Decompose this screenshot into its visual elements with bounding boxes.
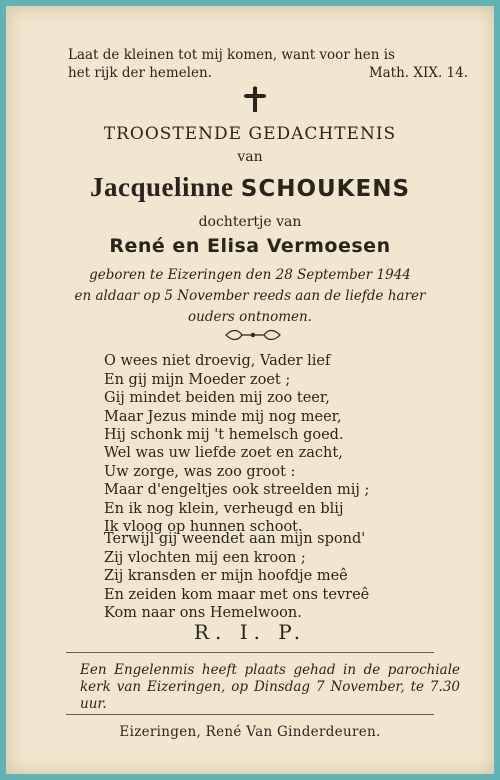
poem-line: Maar d'engeltjes ook streelden mij ;: [104, 482, 370, 498]
rip-text: R. I. P.: [193, 620, 307, 644]
relation-label: dochtertje van: [198, 214, 302, 230]
van-label: van: [237, 149, 263, 165]
printer-credit: Eizeringen, René Van Ginderdeuren.: [119, 724, 381, 740]
divider-top: [66, 652, 434, 653]
poem-line: Kom naar ons Hemelwoon.: [104, 605, 302, 621]
poem-line: Ik vloog op hunnen schoot.: [104, 519, 303, 535]
poem-line: Zij vlochten mij een kroon ;: [104, 549, 306, 566]
card-title: TROOSTENDE GEDACHTENIS: [103, 124, 397, 144]
poem-line: O wees niet droevig, Vader lief: [104, 353, 331, 369]
poem-line: Zij kransden er mijn hoofdje meê: [104, 568, 348, 584]
bible-quote: [68, 46, 468, 82]
poem-line: Hij schonk mij 't hemelsch goed.: [104, 427, 344, 443]
poem-line: Maar Jezus minde mij nog meer,: [104, 408, 342, 425]
divider-bottom: [66, 714, 434, 715]
memorial-card: [6, 6, 494, 774]
bible-quote-line1: Laat de kleinen tot mij komen, want voor hen is: [68, 47, 395, 63]
first-name: Jacquelinne: [89, 172, 234, 202]
birth-line3: ouders ontnomen.: [188, 309, 312, 325]
poem-line: Gij mindet beiden mij zoo teer,: [104, 390, 330, 406]
deceased-name: [6, 172, 494, 203]
poem-line: En zeiden kom maar met ons tevreê: [104, 586, 370, 603]
poem-line: Terwijl gij weendet aan mijn spond': [104, 531, 366, 547]
poem-stanza-3: [104, 530, 369, 623]
birth-line2: en aldaar op 5 November reeds aan de liefde harer: [74, 288, 426, 304]
mass-notice: Een Engelenmis heeft plaats gehad in de parochiale kerk van Eizeringen, op Dinsdag 7 November, te 7.30 uur.: [80, 662, 460, 712]
poem-line: En gij mijn Moeder zoet ;: [104, 371, 291, 388]
bible-reference: Math. XIX. 14.: [368, 65, 468, 81]
poem-line: En ik nog klein, verheugd en blij: [104, 500, 344, 517]
cross-icon: [243, 86, 267, 114]
bible-quote-line2: [68, 64, 468, 82]
poem-line: Wel was uw liefde zoet en zacht,: [104, 445, 343, 461]
birth-details: [6, 265, 494, 328]
bible-quote-text: het rijk der hemelen.: [68, 65, 212, 81]
poem-line: Uw zorge, was zoo groot :: [104, 463, 296, 480]
parents-names: René en Elisa Vermoesen: [109, 235, 391, 257]
birth-line1: geboren te Eizeringen den 28 September 1944: [89, 267, 411, 283]
ornament-divider-icon: [224, 329, 282, 341]
poem-stanza-2: [104, 444, 369, 537]
poem-stanza-1: [104, 352, 344, 445]
surname: SCHOUKENS: [240, 176, 411, 202]
